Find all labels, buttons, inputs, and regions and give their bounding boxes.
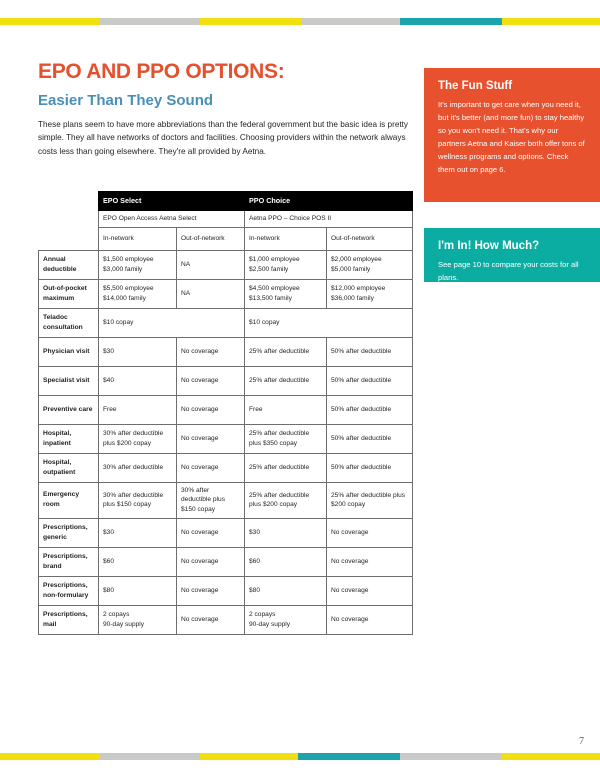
cell-epo-out: No coverage [177,453,245,482]
plan-name-ppo: Aetna PPO – Choice POS II [245,210,413,227]
callout-fun-stuff-title: The Fun Stuff [438,80,513,92]
rule-segment-4 [400,18,502,25]
network-header-ppo-out: Out-of-network [327,227,413,250]
cell-epo-in: $60 [99,548,177,577]
callout-cost [424,228,600,282]
row-label: Annual deductible [39,250,99,279]
bottom-decorative-rule [0,753,600,760]
row-label: Prescriptions, non-formulary [39,577,99,606]
cell-ppo-in: $30 [245,519,327,548]
cell-epo-out: No coverage [177,337,245,366]
cell-ppo-in: $80 [245,577,327,606]
row-label: Teladoc consultation [39,308,99,337]
table-row [39,482,413,519]
cell-epo-out: No coverage [177,548,245,577]
cell-ppo-in: 25% after deductible [245,453,327,482]
table-row [39,250,413,279]
row-label: Specialist visit [39,366,99,395]
row-label: Emergency room [39,482,99,519]
cell-ppo-out: 50% after deductible [327,366,413,395]
table-row [39,606,413,635]
table-header-row-plan-names [39,210,413,227]
cell-ppo-out: No coverage [327,606,413,635]
table-row [39,577,413,606]
rule-segment-1 [100,18,200,25]
cell-ppo-out: 50% after deductible [327,453,413,482]
row-label: Prescriptions, generic [39,519,99,548]
table-row [39,279,413,308]
cell-ppo-in: 2 copays 90-day supply [245,606,327,635]
rule-segment-4 [400,753,502,760]
table-corner-cell [39,227,99,250]
network-header-ppo-in: In-network [245,227,327,250]
rule-segment-3 [302,18,400,25]
cell-ppo-out: 50% after deductible [327,337,413,366]
cell-ppo-out: No coverage [327,548,413,577]
rule-segment-2 [200,18,302,25]
page-subtitle: Easier Than They Sound [38,92,214,110]
cell-epo-out: No coverage [177,395,245,424]
row-label: Prescriptions, mail [39,606,99,635]
rule-segment-5 [502,18,600,25]
top-decorative-rule [0,18,600,25]
cell-epo-out: 30% after deductible plus $150 copay [177,482,245,519]
rule-segment-1 [100,753,200,760]
rule-segment-3 [298,753,400,760]
cell-ppo-out: $12,000 employee $36,000 family [327,279,413,308]
row-label: Physician visit [39,337,99,366]
row-label: Hospital, outpatient [39,453,99,482]
cell-ppo-out: 25% after deductible plus $200 copay [327,482,413,519]
cell-epo-in: 2 copays 90-day supply [99,606,177,635]
table-row [39,337,413,366]
table-row [39,453,413,482]
cell-epo-out: No coverage [177,606,245,635]
cell-ppo-out: No coverage [327,577,413,606]
callout-fun-stuff-body: It's important to get care when you need it, but it's better (and more fun) to stay healthy so you won't need it. That's why our partners Aetna and Kaiser both offer tons of wellness programs and options. Check them out on page 6. [438,99,585,174]
table-row [39,366,413,395]
cell-epo-out: No coverage [177,366,245,395]
cell-ppo: $10 copay [245,308,413,337]
page-number: 7 [579,736,584,747]
table-row [39,308,413,337]
cell-ppo-out: No coverage [327,519,413,548]
cell-ppo-in: 25% after deductible plus $200 copay [245,482,327,519]
cell-epo-out: No coverage [177,519,245,548]
cell-epo-out: NA [177,250,245,279]
table-row [39,395,413,424]
cell-epo-in: $80 [99,577,177,606]
rule-segment-0 [0,753,100,760]
table-row [39,519,413,548]
cell-epo-in: $30 [99,519,177,548]
cell-epo-out: NA [177,279,245,308]
cell-epo-in: $1,500 employee $3,000 family [99,250,177,279]
table-row [39,548,413,577]
cell-epo-in: 30% after deductible plus $150 copay [99,482,177,519]
rule-segment-2 [200,753,298,760]
page-title: EPO AND PPO OPTIONS: [38,60,285,83]
plan-header-epo: EPO Select [99,192,245,211]
cell-ppo-in: 25% after deductible [245,366,327,395]
table-header-row-plans [39,192,413,211]
cell-epo-in: Free [99,395,177,424]
cell-epo-in: $30 [99,337,177,366]
callout-cost-title: I'm In! How Much? [438,240,540,252]
rule-segment-0 [0,18,100,25]
cell-ppo-in: Free [245,395,327,424]
network-header-epo-in: In-network [99,227,177,250]
row-label: Out-of-pocket maximum [39,279,99,308]
cell-epo-in: 30% after deductible [99,453,177,482]
callout-fun-stuff [424,68,600,202]
row-label: Hospital, inpatient [39,424,99,453]
table-header-row-networks [39,227,413,250]
intro-paragraph: These plans seem to have more abbreviations than the federal government but the basic idea is pretty simple. They all have networks of doctors and facilities. Choosing providers within the network always costs less than going elsewhere. They're all provided by Aetna. [38,119,409,156]
network-header-epo-out: Out-of-network [177,227,245,250]
cell-epo: $10 copay [99,308,245,337]
table-row [39,424,413,453]
cell-epo-in: $5,500 employee $14,000 family [99,279,177,308]
plan-name-epo: EPO Open Access Aetna Select [99,210,245,227]
plan-header-ppo: PPO Choice [245,192,413,211]
cell-ppo-in: $60 [245,548,327,577]
cell-epo-out: No coverage [177,424,245,453]
main-content [38,60,416,158]
cell-ppo-in: 25% after deductible plus $350 copay [245,424,327,453]
rule-segment-5 [502,753,600,760]
cell-epo-in: 30% after deductible plus $200 copay [99,424,177,453]
cell-ppo-in: $4,500 employee $13,500 family [245,279,327,308]
cell-ppo-out: $2,000 employee $5,000 family [327,250,413,279]
plan-comparison-table [38,191,413,635]
cell-ppo-in: 25% after deductible [245,337,327,366]
row-label: Preventive care [39,395,99,424]
cell-ppo-out: 50% after deductible [327,424,413,453]
cell-ppo-out: 50% after deductible [327,395,413,424]
cell-epo-out: No coverage [177,577,245,606]
row-label: Prescriptions, brand [39,548,99,577]
table-corner-cell [39,210,99,227]
table-corner-cell [39,192,99,211]
callout-cost-body: See page 10 to compare your costs for all plans. [438,259,579,282]
cell-epo-in: $40 [99,366,177,395]
cell-ppo-in: $1,000 employee $2,500 family [245,250,327,279]
